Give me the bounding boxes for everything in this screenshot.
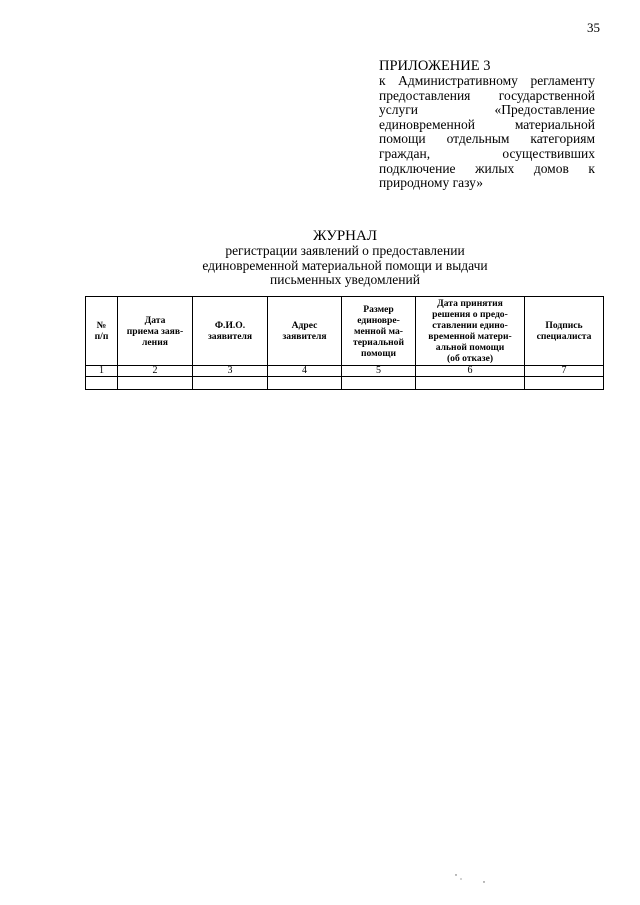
journal-heading <box>150 228 540 288</box>
header-receipt-date: Дата приема заяв- ления <box>118 297 193 366</box>
journal-subtitle-line: письменных уведомлений <box>270 272 420 287</box>
empty-cell <box>416 377 525 390</box>
empty-cell <box>118 377 193 390</box>
journal-title: ЖУРНАЛ <box>312 228 378 244</box>
column-number: 1 <box>86 366 118 377</box>
table-column-numbers-row <box>86 366 604 377</box>
header-number: № п/п <box>86 297 118 366</box>
table-empty-row <box>86 377 604 390</box>
appendix-block <box>379 58 595 191</box>
scan-specks <box>450 870 500 890</box>
journal-subtitle-line: регистрации заявлений о предоставлении <box>225 243 465 258</box>
appendix-text: к Административному регламенту предоставления государственной услуги «Предоставление единовременной материальной помощи отдельным категориям граждан, осуществивших подключение жилых домов к природному газу» <box>379 73 595 191</box>
header-decision-date: Дата принятия решения о предо- ставлении едино- временной матери- альной помощи (об отказе) <box>416 297 525 366</box>
column-number: 3 <box>193 366 268 377</box>
speck <box>483 881 484 882</box>
header-specialist-signature: Подпись специалиста <box>525 297 604 366</box>
empty-cell <box>86 377 118 390</box>
column-number: 7 <box>525 366 604 377</box>
speck <box>460 878 461 879</box>
table-header-row <box>86 297 604 366</box>
register-table <box>85 296 604 390</box>
column-number: 6 <box>416 366 525 377</box>
header-applicant-name: Ф.И.О. заявителя <box>193 297 268 366</box>
journal-subtitle-line: единовременной материальной помощи и выдачи <box>202 257 488 273</box>
page-number: 35 <box>587 20 600 35</box>
empty-cell <box>268 377 342 390</box>
appendix-title: ПРИЛОЖЕНИЕ 3 <box>379 58 491 74</box>
speck <box>455 874 456 875</box>
column-number: 5 <box>342 366 416 377</box>
header-applicant-address: Адрес заявителя <box>268 297 342 366</box>
empty-cell <box>193 377 268 390</box>
empty-cell <box>525 377 604 390</box>
header-aid-amount: Размер единовре- менной ма- териальной помощи <box>342 297 416 366</box>
column-number: 4 <box>268 366 342 377</box>
empty-cell <box>342 377 416 390</box>
column-number: 2 <box>118 366 193 377</box>
